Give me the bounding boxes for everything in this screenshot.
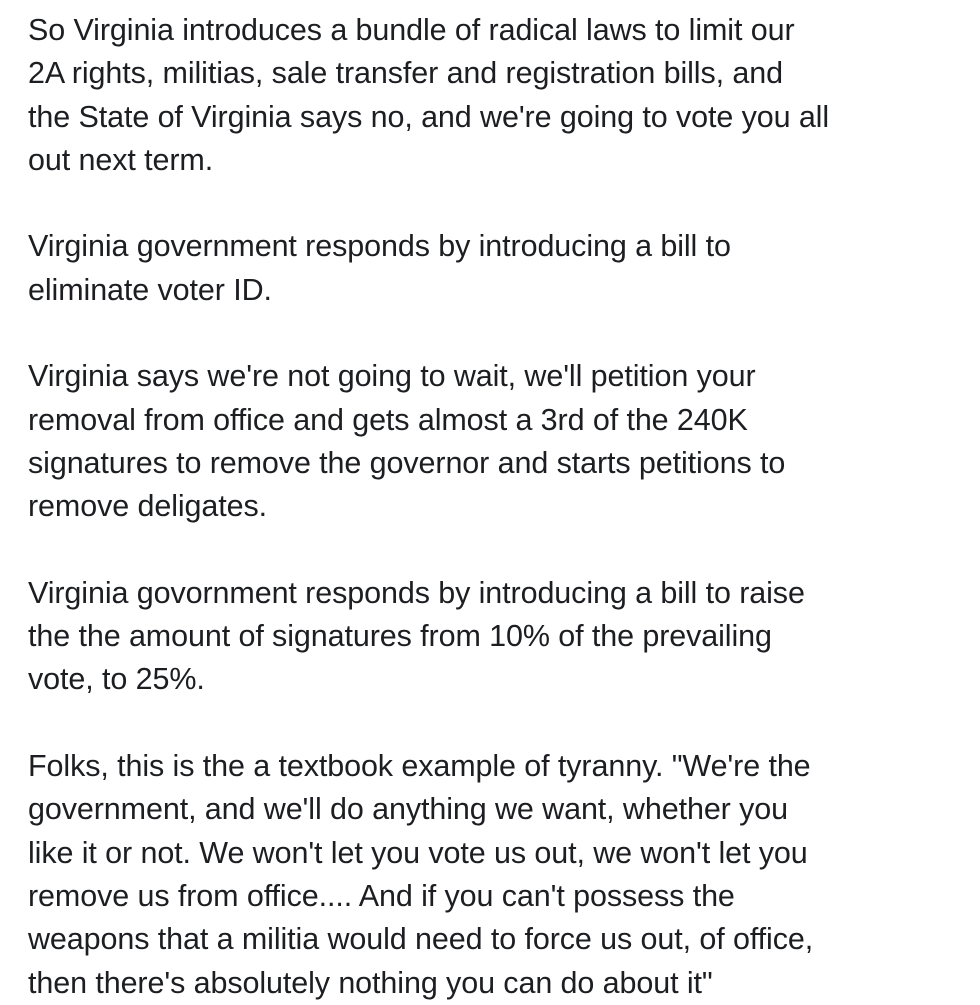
text-line: 2A rights, militias, sale transfer and registration bills, and xyxy=(28,56,783,91)
text-line: remove us from office.... And if you can't possess the xyxy=(28,878,735,913)
text-line: weapons that a militia would need to force us out, of office, xyxy=(28,922,814,957)
text-line: Virginia government responds by introducing a bill to xyxy=(28,229,731,264)
text-line: government, and we'll do anything we want, whether you xyxy=(28,792,788,827)
text-line: vote, to 25%. xyxy=(28,662,205,697)
text-line: Virginia govornment responds by introducing a bill to raise xyxy=(28,575,805,610)
text-line: the the amount of signatures from 10% of the prevailing xyxy=(28,619,772,654)
text-line: remove deligates. xyxy=(28,489,268,524)
text-line: So Virginia introduces a bundle of radical laws to limit our xyxy=(28,13,795,47)
text-line: the State of Virginia says no, and we're going to vote you all xyxy=(28,99,830,134)
paragraph-2 xyxy=(28,225,973,312)
paragraph-4 xyxy=(28,572,973,702)
text-line: signatures to remove the governor and starts petitions to xyxy=(28,445,786,480)
text-line: removal from office and gets almost a 3rd of the 240K xyxy=(28,402,748,437)
paragraph-1 xyxy=(28,9,973,182)
paragraph-3 xyxy=(28,355,973,528)
text-line: like it or not. We won't let you vote us out, we won't let you xyxy=(28,835,808,870)
text-line: out next term. xyxy=(28,142,214,177)
text-line: Folks, this is the a textbook example of tyranny. "We're the xyxy=(28,749,811,784)
paragraph-5 xyxy=(28,745,973,1005)
text-line: eliminate voter ID. xyxy=(28,272,272,307)
text-line: Virginia says we're not going to wait, we'll petition your xyxy=(28,359,756,394)
text-line: then there's absolutely nothing you can do about it" xyxy=(28,965,713,1000)
post-body xyxy=(28,9,973,1005)
